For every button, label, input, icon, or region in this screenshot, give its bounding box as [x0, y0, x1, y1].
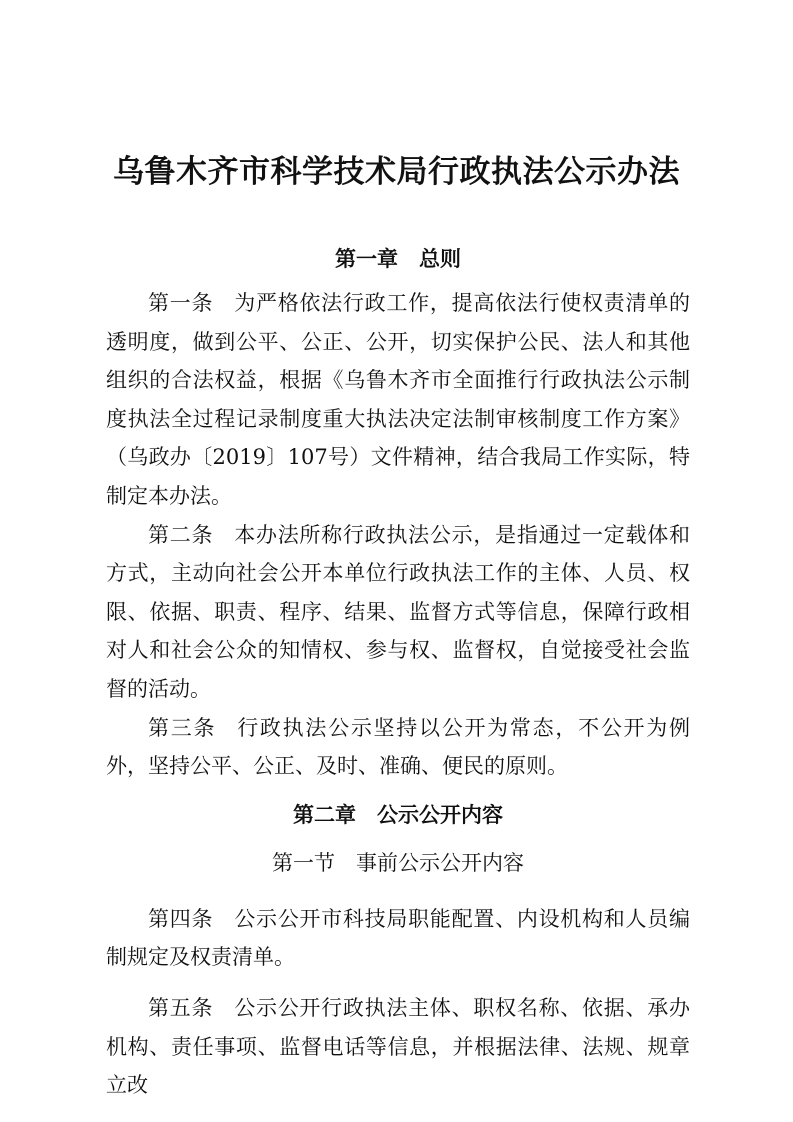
article-text: 本办法所称行政执法公示，是指通过一定载体和方式，主动向社会公开本单位行政执法工作的主体、人员、权限、依据、职责、程序、结果、监督方式等信息，保障行政相对人和社会公众的知情权、参与权、监督权，自觉接受社会监督的活动。	[106, 522, 690, 701]
article-text: 公示公开市科技局职能配置、内设机构和人员编制规定及权责清单。	[106, 906, 690, 970]
article-label: 第四条	[148, 906, 214, 931]
article	[106, 284, 690, 516]
article-label: 第五条	[148, 995, 214, 1020]
article	[106, 989, 690, 1105]
article-label: 第一条	[148, 291, 214, 315]
article-text: 为严格依法行政工作，提高依法行使权责清单的透明度，做到公平、公正、公开，切实保护公民、法人和其他组织的合法权益，根据《乌鲁木齐市全面推行行政执法公示制度执法全过程记录制度重大执法决定法制审核制度工作方案》（乌政办〔2019〕107号）文件精神，结合我局工作实际，特制定本办法。	[106, 291, 690, 508]
article-text: 公示公开行政执法主体、职权名称、依据、承办机构、责任事项、监督电话等信息，并根据法律、法规、规章立改	[106, 995, 690, 1098]
document-body	[106, 243, 690, 1105]
article	[106, 516, 690, 709]
chapter-heading: 第一章 总则	[335, 247, 461, 271]
article-label: 第二条	[148, 522, 214, 547]
article-text: 行政执法公示坚持以公开为常态，不公开为例外，坚持公平、公正、及时、准确、便民的原则。	[106, 715, 691, 779]
document-title: 乌鲁木齐市科学技术局行政执法公示办法	[113, 154, 680, 190]
article-label: 第三条	[148, 715, 217, 740]
article	[106, 900, 690, 977]
article	[106, 709, 690, 786]
section-heading: 第一节 事前公示公开内容	[272, 850, 524, 875]
chapter-heading: 第二章 公示公开内容	[293, 802, 503, 827]
